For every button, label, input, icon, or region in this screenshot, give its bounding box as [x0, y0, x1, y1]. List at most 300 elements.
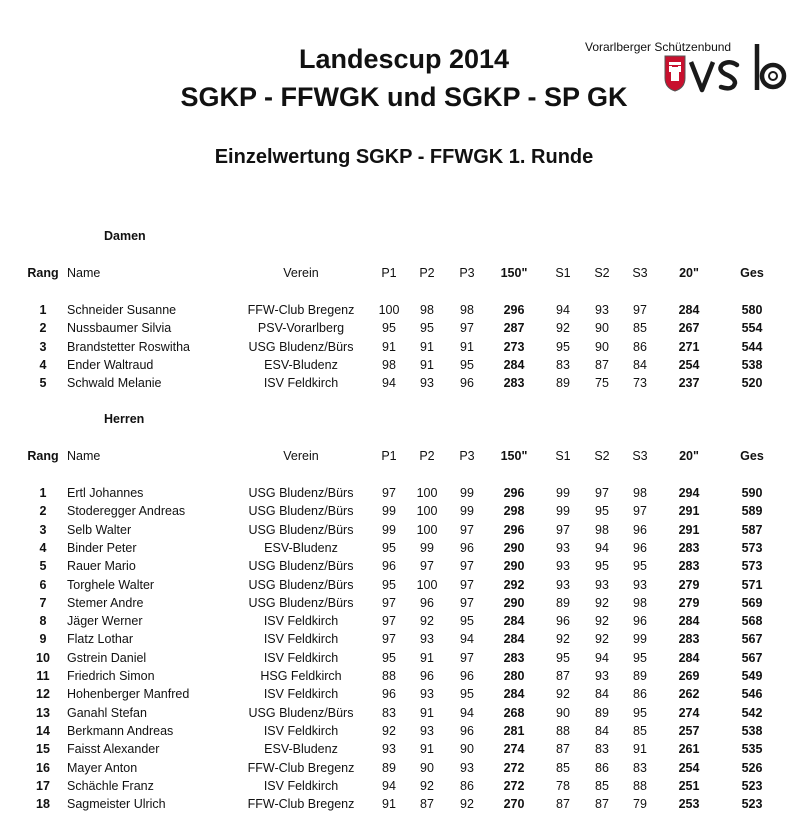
- cell-verein: USG Bludenz/Bürs: [248, 559, 354, 574]
- cell-s3: 96: [633, 614, 647, 629]
- cell-ges: 549: [741, 669, 763, 683]
- cell-p2: 87: [420, 797, 434, 812]
- table-row: [0, 795, 808, 813]
- cell-s1: 99: [556, 486, 570, 500]
- header-s3: S3: [632, 266, 648, 280]
- cell-p2: 92: [420, 778, 434, 793]
- cell-s20: 254: [678, 357, 700, 372]
- section-label-herren: Herren: [104, 412, 145, 426]
- table-row: [0, 539, 808, 557]
- cell-s2: 84: [595, 723, 609, 738]
- cell-ges: 567: [741, 650, 763, 665]
- cell-s20: 283: [678, 632, 700, 647]
- table-row: [0, 484, 808, 502]
- table-row: [0, 630, 808, 648]
- cell-s2: 94: [595, 650, 609, 665]
- cell-p1: 83: [382, 705, 396, 720]
- header-ges: Ges: [740, 449, 764, 463]
- cell-s3: 86: [633, 687, 647, 702]
- cell-s2: 92: [595, 614, 609, 629]
- table-row: [0, 685, 808, 703]
- cell-s3: 79: [633, 797, 647, 812]
- cell-s20: 279: [678, 595, 700, 610]
- cell-ges: 520: [741, 376, 763, 391]
- cell-s150: 292: [503, 577, 525, 592]
- cell-p1: 95: [382, 650, 396, 665]
- cell-s1: 87: [556, 742, 570, 757]
- cell-name: Stoderegger Andreas: [67, 504, 186, 519]
- cell-name: Stemer Andre: [67, 595, 144, 610]
- cell-p1: 96: [382, 559, 396, 574]
- table-row: [0, 722, 808, 740]
- cell-p2: 100: [416, 504, 438, 519]
- table-row: [0, 759, 808, 777]
- cell-s2: 85: [595, 778, 609, 793]
- cell-s20: 283: [678, 540, 700, 555]
- cell-s1: 97: [556, 522, 570, 537]
- cell-p3: 95: [460, 357, 474, 372]
- cell-ges: 544: [741, 339, 763, 354]
- cell-p2: 100: [416, 577, 438, 592]
- cell-s20: 294: [678, 486, 700, 500]
- cell-verein: ESV-Bludenz: [264, 742, 338, 757]
- cell-p1: 92: [382, 723, 396, 738]
- cell-s150: 283: [503, 376, 525, 391]
- vsb-logo-graphic: [585, 40, 795, 100]
- cell-s2: 87: [595, 797, 609, 812]
- cell-s20: 257: [678, 723, 700, 738]
- cell-p3: 97: [460, 321, 474, 336]
- cell-p1: 93: [382, 742, 396, 757]
- table-row: [0, 704, 808, 722]
- cell-p2: 93: [420, 376, 434, 391]
- cell-rang: 2: [39, 321, 47, 336]
- cell-verein: USG Bludenz/Bürs: [248, 504, 354, 519]
- cell-verein: FFW-Club Bregenz: [247, 797, 355, 812]
- cell-rang: 16: [36, 760, 50, 775]
- cell-verein: ISV Feldkirch: [263, 376, 339, 391]
- cell-rang: 15: [36, 742, 50, 757]
- cell-p3: 96: [460, 669, 474, 683]
- cell-s1: 88: [556, 723, 570, 738]
- table-header-damen: [0, 264, 808, 282]
- cell-p1: 97: [382, 595, 396, 610]
- header-name: Name: [67, 449, 101, 463]
- cell-s20: 254: [678, 760, 700, 775]
- cell-ges: 526: [741, 760, 763, 775]
- logo-letter-b: [757, 44, 784, 90]
- header-ges: Ges: [740, 266, 764, 280]
- cell-s150: 290: [503, 540, 525, 555]
- cell-s1: 94: [556, 303, 570, 317]
- cell-verein: ESV-Bludenz: [264, 540, 338, 555]
- cell-s3: 91: [633, 742, 647, 757]
- cell-s2: 92: [595, 632, 609, 647]
- header-rang: Rang: [27, 449, 59, 463]
- cell-verein: HSG Feldkirch: [260, 669, 342, 683]
- cell-ges: 538: [741, 723, 763, 738]
- cell-s150: 296: [503, 303, 525, 317]
- cell-p1: 89: [382, 760, 396, 775]
- cell-rang: 9: [39, 632, 47, 647]
- cell-s20: 237: [678, 376, 700, 391]
- header-p1: P1: [381, 266, 397, 280]
- table-row: [0, 612, 808, 630]
- cell-s150: 280: [503, 669, 525, 683]
- logo-letter-v: [691, 62, 713, 90]
- cell-s3: 96: [633, 522, 647, 537]
- header-rang: Rang: [27, 266, 59, 280]
- cell-s1: 99: [556, 504, 570, 519]
- cell-s3: 98: [633, 595, 647, 610]
- cell-rang: 6: [39, 577, 47, 592]
- header-name: Name: [67, 266, 101, 280]
- cell-s3: 93: [633, 577, 647, 592]
- header-verein: Verein: [283, 266, 319, 280]
- cell-s1: 87: [556, 669, 570, 683]
- cell-s2: 93: [595, 669, 609, 683]
- cell-s1: 92: [556, 321, 570, 336]
- cell-s1: 90: [556, 705, 570, 720]
- cell-s150: 273: [503, 339, 525, 354]
- cell-s150: 268: [503, 705, 525, 720]
- cell-s2: 87: [595, 357, 609, 372]
- cell-verein: FFW-Club Bregenz: [247, 303, 355, 317]
- cell-s2: 97: [595, 486, 609, 500]
- cell-rang: 1: [39, 303, 47, 317]
- cell-name: Selb Walter: [67, 522, 132, 537]
- cell-s3: 83: [633, 760, 647, 775]
- cell-s3: 85: [633, 321, 647, 336]
- cell-rang: 1: [39, 486, 47, 500]
- cell-s2: 90: [595, 321, 609, 336]
- cell-s3: 96: [633, 540, 647, 555]
- page-subtitle: Einzelwertung SGKP - FFWGK 1. Runde: [214, 146, 594, 168]
- cell-s150: 296: [503, 486, 525, 500]
- cell-s3: 89: [633, 669, 647, 683]
- cell-verein: FFW-Club Bregenz: [247, 760, 355, 775]
- cell-name: Hohenberger Manfred: [67, 687, 190, 702]
- cell-s3: 84: [633, 357, 647, 372]
- cell-s150: 290: [503, 559, 525, 574]
- table-row: [0, 356, 808, 374]
- header-sum20: 20": [679, 449, 699, 463]
- cell-s150: 287: [503, 321, 525, 336]
- table-row: [0, 521, 808, 539]
- cell-p1: 99: [382, 504, 396, 519]
- cell-name: Nussbaumer Silvia: [67, 321, 172, 336]
- cell-s1: 95: [556, 650, 570, 665]
- cell-s20: 253: [678, 797, 700, 812]
- cell-p1: 97: [382, 486, 396, 500]
- cell-p3: 92: [460, 797, 474, 812]
- cell-s20: 291: [678, 522, 700, 537]
- cell-name: Schächle Franz: [67, 778, 154, 793]
- cell-rang: 12: [36, 687, 50, 702]
- cell-name: Berkmann Andreas: [67, 723, 174, 738]
- cell-p3: 97: [460, 650, 474, 665]
- cell-s2: 86: [595, 760, 609, 775]
- cell-s1: 93: [556, 559, 570, 574]
- header-s2: S2: [594, 449, 610, 463]
- header-s3: S3: [632, 449, 648, 463]
- cell-s1: 95: [556, 339, 570, 354]
- cell-rang: 4: [39, 357, 47, 372]
- table-row: [0, 667, 808, 685]
- cell-name: Ganahl Stefan: [67, 705, 147, 720]
- cell-p2: 93: [420, 723, 434, 738]
- cell-verein: USG Bludenz/Bürs: [248, 486, 354, 500]
- cell-p1: 95: [382, 321, 396, 336]
- cell-p2: 97: [420, 559, 434, 574]
- cell-s150: 281: [503, 723, 525, 738]
- cell-p1: 95: [382, 540, 396, 555]
- cell-p1: 91: [382, 339, 396, 354]
- table-row: [0, 649, 808, 667]
- cell-name: Faisst Alexander: [67, 742, 160, 757]
- cell-s1: 89: [556, 595, 570, 610]
- header-s1: S1: [555, 449, 571, 463]
- cell-verein: ISV Feldkirch: [263, 723, 339, 738]
- cell-s1: 78: [556, 778, 570, 793]
- cell-p2: 91: [420, 357, 434, 372]
- cell-p2: 99: [420, 540, 434, 555]
- cell-s1: 89: [556, 376, 570, 391]
- cell-verein: ESV-Bludenz: [264, 357, 338, 372]
- cell-verein: USG Bludenz/Bürs: [248, 339, 354, 354]
- cell-name: Ender Waltraud: [67, 357, 154, 372]
- header-sum20: 20": [679, 266, 699, 280]
- cell-rang: 14: [36, 723, 50, 738]
- cell-s2: 95: [595, 559, 609, 574]
- cell-s2: 98: [595, 522, 609, 537]
- cell-s20: 251: [678, 778, 700, 793]
- cell-p2: 98: [420, 303, 434, 317]
- cell-p3: 94: [460, 705, 474, 720]
- cell-rang: 8: [39, 614, 47, 629]
- cell-s3: 95: [633, 559, 647, 574]
- cell-name: Torghele Walter: [67, 577, 155, 592]
- cell-verein: ISV Feldkirch: [263, 614, 339, 629]
- cell-p3: 94: [460, 632, 474, 647]
- cell-p2: 92: [420, 614, 434, 629]
- cell-s2: 93: [595, 303, 609, 317]
- cell-name: Binder Peter: [67, 540, 137, 555]
- cell-p1: 100: [378, 303, 400, 317]
- cell-s2: 84: [595, 687, 609, 702]
- table-row: [0, 576, 808, 594]
- cell-p3: 96: [460, 723, 474, 738]
- cell-p3: 97: [460, 595, 474, 610]
- cell-rang: 11: [36, 669, 50, 683]
- cell-rang: 5: [39, 376, 47, 391]
- cell-s1: 87: [556, 797, 570, 812]
- cell-p1: 97: [382, 632, 396, 647]
- cell-p2: 96: [420, 669, 434, 683]
- cell-s20: 284: [678, 650, 700, 665]
- cell-s1: 93: [556, 540, 570, 555]
- cell-rang: 5: [39, 559, 47, 574]
- cell-name: Brandstetter Roswitha: [67, 339, 190, 354]
- table-row: [0, 777, 808, 795]
- cell-s3: 86: [633, 339, 647, 354]
- header-verein: Verein: [283, 449, 319, 463]
- cell-s20: 284: [678, 614, 700, 629]
- cell-rang: 10: [36, 650, 50, 665]
- cell-p2: 90: [420, 760, 434, 775]
- cell-s20: 291: [678, 504, 700, 519]
- cell-p3: 90: [460, 742, 474, 757]
- cell-p2: 100: [416, 522, 438, 537]
- cell-p2: 93: [420, 687, 434, 702]
- cell-p3: 95: [460, 614, 474, 629]
- cell-s2: 90: [595, 339, 609, 354]
- cell-p3: 98: [460, 303, 474, 317]
- table-row: [0, 319, 808, 337]
- cell-s20: 283: [678, 559, 700, 574]
- header-p3: P3: [459, 449, 475, 463]
- header-p1: P1: [381, 449, 397, 463]
- cell-ges: 587: [741, 522, 763, 537]
- cell-p3: 91: [460, 339, 474, 354]
- cell-name: Friedrich Simon: [67, 669, 155, 683]
- header-sum150: 150": [500, 449, 528, 463]
- cell-p2: 100: [416, 486, 438, 500]
- cell-rang: 13: [36, 705, 50, 720]
- cell-s150: 296: [503, 522, 525, 537]
- cell-name: Mayer Anton: [67, 760, 138, 775]
- vorarlberg-shield-icon: [665, 56, 685, 91]
- page-title: Landescup 2014: [298, 44, 510, 74]
- cell-p1: 88: [382, 669, 396, 683]
- cell-s150: 274: [503, 742, 525, 757]
- cell-s3: 85: [633, 723, 647, 738]
- cell-s2: 89: [595, 705, 609, 720]
- table-row: [0, 374, 808, 392]
- cell-s150: 270: [503, 797, 525, 812]
- cell-p3: 99: [460, 504, 474, 519]
- cell-ges: 573: [741, 540, 763, 555]
- cell-s2: 95: [595, 504, 609, 519]
- table-row: [0, 301, 808, 319]
- cell-ges: 589: [741, 504, 763, 519]
- table-row: [0, 740, 808, 758]
- cell-verein: USG Bludenz/Bürs: [248, 595, 354, 610]
- cell-s3: 95: [633, 705, 647, 720]
- cell-s2: 93: [595, 577, 609, 592]
- table-row: [0, 557, 808, 575]
- cell-ges: 571: [741, 577, 763, 592]
- cell-p3: 97: [460, 559, 474, 574]
- cell-s1: 83: [556, 357, 570, 372]
- cell-p3: 96: [460, 540, 474, 555]
- table-row: [0, 502, 808, 520]
- cell-name: Ertl Johannes: [67, 486, 144, 500]
- cell-s3: 99: [633, 632, 647, 647]
- cell-name: Rauer Mario: [67, 559, 136, 574]
- cell-rang: 17: [36, 778, 50, 793]
- table-header-herren: [0, 447, 808, 465]
- cell-s1: 85: [556, 760, 570, 775]
- cell-p1: 96: [382, 687, 396, 702]
- vsb-logo: [585, 40, 795, 100]
- cell-rang: 7: [39, 595, 47, 610]
- header-sum150: 150": [500, 266, 528, 280]
- cell-s20: 267: [678, 321, 700, 336]
- cell-p3: 93: [460, 760, 474, 775]
- cell-verein: ISV Feldkirch: [263, 687, 339, 702]
- cell-rang: 2: [39, 504, 47, 519]
- cell-s20: 274: [678, 705, 700, 720]
- cell-verein: PSV-Vorarlberg: [257, 321, 345, 336]
- cell-name: Flatz Lothar: [67, 632, 134, 647]
- cell-s150: 284: [503, 357, 525, 372]
- cell-s3: 97: [633, 504, 647, 519]
- cell-ges: 523: [741, 778, 763, 793]
- cell-ges: 523: [741, 797, 763, 812]
- cell-verein: USG Bludenz/Bürs: [248, 522, 354, 537]
- cell-p1: 94: [382, 376, 396, 391]
- cell-p3: 95: [460, 687, 474, 702]
- cell-p1: 98: [382, 357, 396, 372]
- cell-ges: 535: [741, 742, 763, 757]
- cell-verein: ISV Feldkirch: [263, 778, 339, 793]
- cell-name: Schwald Melanie: [67, 376, 162, 391]
- cell-ges: 542: [741, 705, 763, 720]
- cell-p2: 91: [420, 650, 434, 665]
- cell-rang: 4: [39, 540, 47, 555]
- table-row: [0, 338, 808, 356]
- cell-s1: 96: [556, 614, 570, 629]
- cell-p2: 91: [420, 339, 434, 354]
- page-title-line2: SGKP - FFWGK und SGKP - SP GK: [180, 82, 628, 112]
- cell-verein: ISV Feldkirch: [263, 650, 339, 665]
- cell-ges: 569: [741, 595, 763, 610]
- cell-s150: 284: [503, 687, 525, 702]
- header-s2: S2: [594, 266, 610, 280]
- section-label-damen: Damen: [104, 229, 146, 243]
- cell-s150: 283: [503, 650, 525, 665]
- logo-letter-s: [720, 62, 737, 88]
- cell-p3: 97: [460, 577, 474, 592]
- cell-rang: 3: [39, 339, 47, 354]
- cell-p3: 97: [460, 522, 474, 537]
- cell-p1: 97: [382, 614, 396, 629]
- cell-s2: 94: [595, 540, 609, 555]
- cell-s20: 271: [678, 339, 700, 354]
- cell-s150: 272: [503, 778, 525, 793]
- cell-s150: 272: [503, 760, 525, 775]
- cell-s2: 92: [595, 595, 609, 610]
- cell-name: Jäger Werner: [67, 614, 143, 629]
- cell-name: Gstrein Daniel: [67, 650, 147, 665]
- header-p3: P3: [459, 266, 475, 280]
- cell-p1: 91: [382, 797, 396, 812]
- cell-verein: ISV Feldkirch: [263, 632, 339, 647]
- cell-s3: 95: [633, 650, 647, 665]
- cell-p2: 91: [420, 705, 434, 720]
- cell-p2: 91: [420, 742, 434, 757]
- cell-p3: 96: [460, 376, 474, 391]
- cell-s3: 98: [633, 486, 647, 500]
- cell-p3: 99: [460, 486, 474, 500]
- cell-s150: 284: [503, 614, 525, 629]
- cell-s3: 88: [633, 778, 647, 793]
- cell-s3: 97: [633, 303, 647, 317]
- header-p2: P2: [419, 266, 435, 280]
- cell-p3: 86: [460, 778, 474, 793]
- cell-ges: 567: [741, 632, 763, 647]
